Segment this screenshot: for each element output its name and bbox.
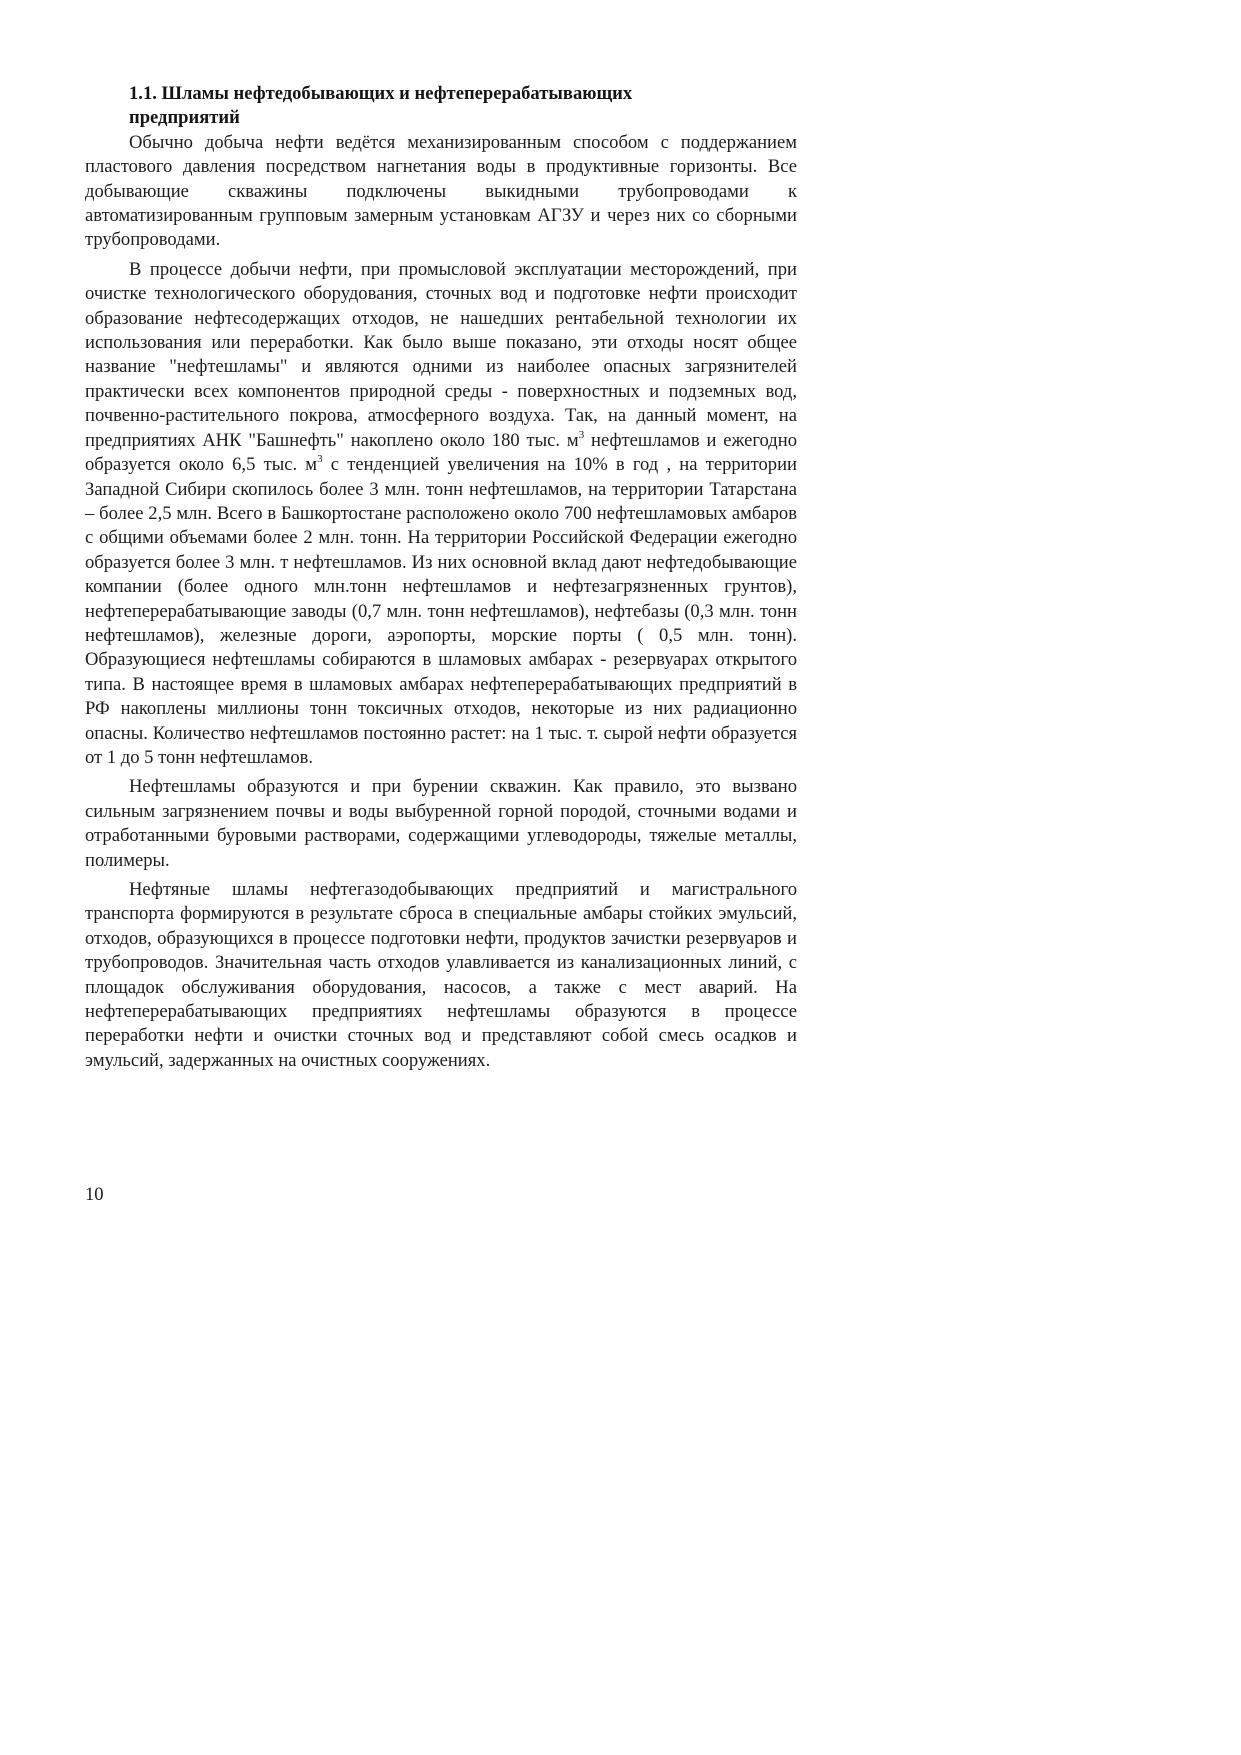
section-heading: [129, 82, 797, 131]
section-heading-line-1: 1.1. Шламы нефтедобывающих и нефтеперерабатывающих: [129, 83, 633, 104]
cubic-superscript-1: 3: [578, 428, 585, 441]
cubic-superscript-2: 3: [317, 452, 323, 465]
paragraph-drilling-sludge: Нефтешламы образуются и при бурении скважин. Как правило, это вызвано сильным загрязнением почвы и воды выбуренной горной породой, сточными водами и отработанными буровыми растворами, содержащими углеводороды, тяжелые металлы, полимеры.: [85, 776, 797, 871]
paragraph-production-methods: Обычно добыча нефти ведётся механизированным способом с поддержанием пластового давления посредством нагнетания воды в продуктивные горизонты. Все добывающие скважины подключены выкидными трубопроводами к автоматизированным групповым замерным установкам АГЗУ и через них со сборными трубопроводами.: [85, 131, 797, 251]
paragraph-sludge-formation-part-2: нефтешламов и ежегодно образуется около 6,5 тыс. м: [85, 429, 797, 476]
paragraph-sludge-formation-part-1: В процессе добычи нефти, при промысловой эксплуатации месторождений, при очистке технологического оборудования, сточных вод и подготовке нефти происходит образование нефтесодержащих отходов, не нашедших рентабельной технологии их использования или переработки. Как было выше показано, эти отходы носят общее название "нефтешламы" и являются одними из наиболее опасных загрязнителей практически всех компонентов природной среды - поверхностных и подземных вод, почвенно-растительного покрова, атмосферного воздуха. Так, на данный момент, на предприятиях АНК "Башнефть" накоплено около 180 тыс. м: [85, 258, 797, 451]
section-heading-line-2: предприятий: [129, 107, 240, 129]
paragraph-sludge-formation-part-3: с тенденцией увеличения на 10% в год , на территории Западной Сибири скопилось более 3 млн. тонн нефтешламов, на территории Татарстана – более 2,5 млн. Всего в Башкортостане расположено около 700 нефтешламовых амбаров с общими объемами более 2 млн. тонн. На территории Российской Федерации ежегодно образуется более 3 млн. т нефтешламов. Из них основной вклад дают нефтедобывающие компании (более одного млн.тонн нефтешламов и нефтезагрязненных грунтов), нефтеперерабатывающие заводы (0,7 млн. тонн нефтешламов), нефтебазы (0,3 млн. тонн нефтешламов), железные дороги, аэропорты, морские порты ( 0,5 млн. тонн). Образующиеся нефтешламы собираются в шламовых амбарах - резервуарах открытого типа. В настоящее время в шламовых амбарах нефтеперерабатывающих предприятий в РФ накоплены миллионы тонн токсичных отходов, некоторые из них радиационно опасны. Количество нефтешламов постоянно растет: на 1 тыс. т. сырой нефти образуется от 1 до 5 тонн нефтешламов.: [85, 454, 797, 768]
section-body: [85, 82, 797, 1073]
paragraph-sludge-formation: [85, 258, 797, 771]
page-number: 10: [85, 1184, 104, 1205]
paragraph-oil-sludge-sources: Нефтяные шламы нефтегазодобывающих предприятий и магистрального транспорта формируются в результате сброса в специальные амбары стойких эмульсий, отходов, образующихся в процессе подготовки нефти, продуктов зачистки резервуаров и трубопроводов. Значительная часть отходов улавливается из канализационных линий, с площадок обслуживания оборудования, насосов, а также с мест аварий. На нефтеперерабатывающих предприятиях нефтешламы образуются в процессе переработки нефти и очистки сточных вод и представляют собой смесь осадков и эмульсий, задержанных на очистных сооружениях.: [85, 879, 797, 1071]
